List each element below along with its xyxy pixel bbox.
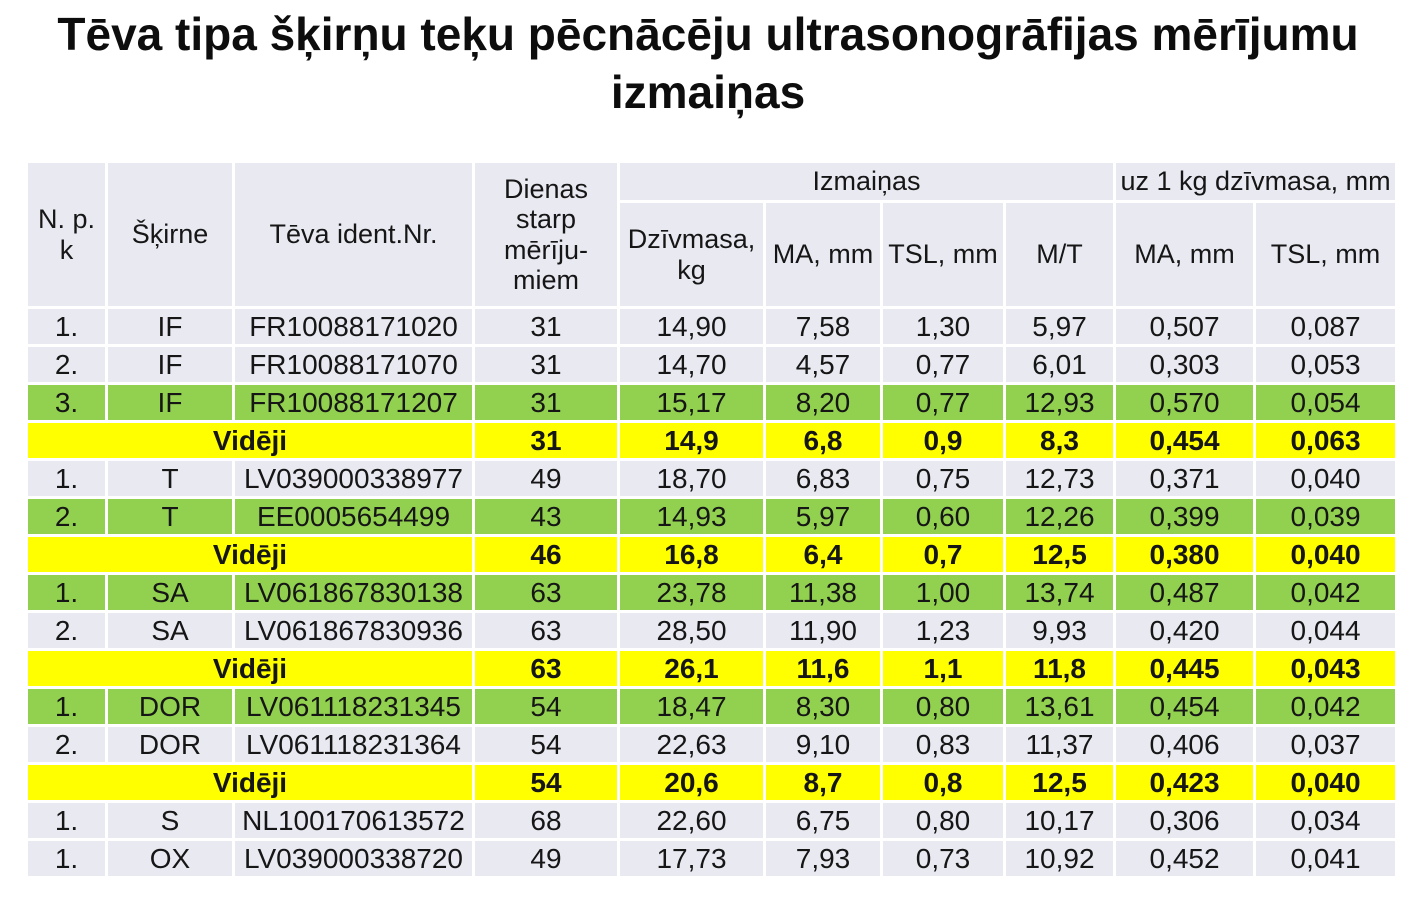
- average-value-cell: 8,3: [1005, 422, 1115, 460]
- table-cell: 12,26: [1005, 498, 1115, 536]
- table-cell: 11,90: [765, 612, 882, 650]
- header-father-id: Tēva ident.Nr.: [234, 162, 474, 308]
- table-cell: 31: [474, 346, 619, 384]
- table-cell: 0,77: [882, 384, 1005, 422]
- average-label-cell: Vidēji: [27, 764, 474, 802]
- average-value-cell: 0,9: [882, 422, 1005, 460]
- table-row: [27, 726, 1397, 764]
- table-cell: 1.: [27, 840, 107, 878]
- table-cell: 0,053: [1255, 346, 1397, 384]
- average-value-cell: 11,8: [1005, 650, 1115, 688]
- table-cell: DOR: [107, 688, 234, 726]
- table-cell: 1,30: [882, 308, 1005, 346]
- table-cell: 31: [474, 384, 619, 422]
- table-cell: OX: [107, 840, 234, 878]
- table-cell: 0,037: [1255, 726, 1397, 764]
- table-cell: 1,23: [882, 612, 1005, 650]
- table-row: [27, 498, 1397, 536]
- average-value-cell: 0,8: [882, 764, 1005, 802]
- table-cell: 49: [474, 840, 619, 878]
- average-value-cell: 31: [474, 422, 619, 460]
- table-cell: 17,73: [619, 840, 765, 878]
- table-cell: 49: [474, 460, 619, 498]
- table-cell: 18,70: [619, 460, 765, 498]
- header-tsl-mm: TSL, mm: [882, 202, 1005, 308]
- header-days-between: Dienas starp mērīju- miem: [474, 162, 619, 308]
- table-body: [27, 308, 1397, 878]
- header-tsl-mm-per-kg: TSL, mm: [1255, 202, 1397, 308]
- table-cell: IF: [107, 346, 234, 384]
- table-cell: LV039000338977: [234, 460, 474, 498]
- average-value-cell: 12,5: [1005, 536, 1115, 574]
- table-cell: 8,20: [765, 384, 882, 422]
- table-cell: 0,73: [882, 840, 1005, 878]
- table-cell: 28,50: [619, 612, 765, 650]
- table-row: [27, 346, 1397, 384]
- header-mt: M/T: [1005, 202, 1115, 308]
- table-row: [27, 384, 1397, 422]
- average-value-cell: 0,454: [1115, 422, 1255, 460]
- table-cell: 0,60: [882, 498, 1005, 536]
- average-value-cell: 20,6: [619, 764, 765, 802]
- average-value-cell: 14,9: [619, 422, 765, 460]
- table-cell: LV039000338720: [234, 840, 474, 878]
- average-value-cell: 0,7: [882, 536, 1005, 574]
- table-cell: 1.: [27, 460, 107, 498]
- page-title: Tēva tipa šķirņu teķu pēcnācēju ultrasonogrāfijas mērījumu izmaiņas: [57, 8, 1359, 118]
- table-cell: 63: [474, 612, 619, 650]
- table-cell: 0,042: [1255, 574, 1397, 612]
- table-cell: 22,63: [619, 726, 765, 764]
- measurements-table: [25, 160, 1398, 879]
- table-cell: 0,487: [1115, 574, 1255, 612]
- table-cell: 11,37: [1005, 726, 1115, 764]
- table-cell: IF: [107, 384, 234, 422]
- average-label-cell: Vidēji: [27, 422, 474, 460]
- table-cell: 2.: [27, 726, 107, 764]
- table-cell: 14,90: [619, 308, 765, 346]
- table-cell: 0,80: [882, 802, 1005, 840]
- table-cell: FR10088171207: [234, 384, 474, 422]
- table-cell: 3.: [27, 384, 107, 422]
- average-value-cell: 26,1: [619, 650, 765, 688]
- table-cell: 1.: [27, 802, 107, 840]
- table-cell: 0,454: [1115, 688, 1255, 726]
- table-cell: 54: [474, 726, 619, 764]
- table-cell: 0,303: [1115, 346, 1255, 384]
- table-cell: 9,93: [1005, 612, 1115, 650]
- average-value-cell: 0,380: [1115, 536, 1255, 574]
- average-value-cell: 54: [474, 764, 619, 802]
- table-cell: 54: [474, 688, 619, 726]
- header-breed: Šķirne: [107, 162, 234, 308]
- table-cell: 10,17: [1005, 802, 1115, 840]
- table-cell: 1,00: [882, 574, 1005, 612]
- table-cell: 2.: [27, 346, 107, 384]
- table-cell: 0,034: [1255, 802, 1397, 840]
- table-cell: 0,371: [1115, 460, 1255, 498]
- table-cell: LV061867830936: [234, 612, 474, 650]
- table-cell: 6,83: [765, 460, 882, 498]
- header-group-changes: Izmaiņas: [619, 162, 1115, 202]
- table-cell: 11,38: [765, 574, 882, 612]
- table-cell: 0,77: [882, 346, 1005, 384]
- table-cell: 12,73: [1005, 460, 1115, 498]
- table-cell: T: [107, 498, 234, 536]
- table-cell: 0,039: [1255, 498, 1397, 536]
- table-cell: 0,83: [882, 726, 1005, 764]
- table-cell: FR10088171070: [234, 346, 474, 384]
- table-cell: 18,47: [619, 688, 765, 726]
- average-value-cell: 0,040: [1255, 764, 1397, 802]
- table-cell: DOR: [107, 726, 234, 764]
- average-value-cell: 6,4: [765, 536, 882, 574]
- table-cell: 7,58: [765, 308, 882, 346]
- table-row: [27, 688, 1397, 726]
- table-cell: 8,30: [765, 688, 882, 726]
- table-cell: 0,452: [1115, 840, 1255, 878]
- header-liveweight: Dzīvmasa, kg: [619, 202, 765, 308]
- table-cell: NL100170613572: [234, 802, 474, 840]
- table-cell: 2.: [27, 612, 107, 650]
- table-cell: LV061118231364: [234, 726, 474, 764]
- table-cell: 0,306: [1115, 802, 1255, 840]
- table-cell: T: [107, 460, 234, 498]
- average-row: [27, 422, 1397, 460]
- table-cell: 68: [474, 802, 619, 840]
- table-cell: FR10088171020: [234, 308, 474, 346]
- average-row: [27, 650, 1397, 688]
- average-value-cell: 0,423: [1115, 764, 1255, 802]
- table-cell: 10,92: [1005, 840, 1115, 878]
- table-cell: 0,420: [1115, 612, 1255, 650]
- table-cell: 0,570: [1115, 384, 1255, 422]
- average-value-cell: 63: [474, 650, 619, 688]
- table-cell: 1.: [27, 574, 107, 612]
- average-value-cell: 11,6: [765, 650, 882, 688]
- table-cell: 0,044: [1255, 612, 1397, 650]
- table-cell: 0,054: [1255, 384, 1397, 422]
- average-value-cell: 0,043: [1255, 650, 1397, 688]
- table-cell: 5,97: [765, 498, 882, 536]
- header-ma-mm: MA, mm: [765, 202, 882, 308]
- average-value-cell: 0,063: [1255, 422, 1397, 460]
- average-row: [27, 536, 1397, 574]
- table-row: [27, 308, 1397, 346]
- table-cell: 14,93: [619, 498, 765, 536]
- table-cell: 13,61: [1005, 688, 1115, 726]
- table-cell: 22,60: [619, 802, 765, 840]
- table-cell: SA: [107, 574, 234, 612]
- table-cell: 0,399: [1115, 498, 1255, 536]
- table-cell: 0,406: [1115, 726, 1255, 764]
- table-cell: 6,01: [1005, 346, 1115, 384]
- table-cell: IF: [107, 308, 234, 346]
- header-group-per-kg: uz 1 kg dzīvmasa, mm: [1115, 162, 1397, 202]
- average-row: [27, 764, 1397, 802]
- table-cell: 1.: [27, 688, 107, 726]
- table-cell: 7,93: [765, 840, 882, 878]
- header-ma-mm-per-kg: MA, mm: [1115, 202, 1255, 308]
- table-cell: 13,74: [1005, 574, 1115, 612]
- table-cell: 0,040: [1255, 460, 1397, 498]
- table-cell: 4,57: [765, 346, 882, 384]
- average-value-cell: 0,445: [1115, 650, 1255, 688]
- table-cell: 63: [474, 574, 619, 612]
- table-cell: 5,97: [1005, 308, 1115, 346]
- table-row: [27, 612, 1397, 650]
- table-cell: 0,80: [882, 688, 1005, 726]
- table-cell: S: [107, 802, 234, 840]
- table-cell: 9,10: [765, 726, 882, 764]
- table-cell: 12,93: [1005, 384, 1115, 422]
- average-label-cell: Vidēji: [27, 536, 474, 574]
- average-value-cell: 12,5: [1005, 764, 1115, 802]
- table-row: [27, 574, 1397, 612]
- table-cell: SA: [107, 612, 234, 650]
- table-cell: 1.: [27, 308, 107, 346]
- average-label-cell: Vidēji: [27, 650, 474, 688]
- table-cell: 0,087: [1255, 308, 1397, 346]
- average-value-cell: 0,040: [1255, 536, 1397, 574]
- average-value-cell: 1,1: [882, 650, 1005, 688]
- table-cell: 14,70: [619, 346, 765, 384]
- table-cell: 31: [474, 308, 619, 346]
- table-cell: EE0005654499: [234, 498, 474, 536]
- table-cell: 0,75: [882, 460, 1005, 498]
- table-cell: 0,041: [1255, 840, 1397, 878]
- table-cell: 23,78: [619, 574, 765, 612]
- table-header: [27, 162, 1397, 308]
- table-cell: 0,042: [1255, 688, 1397, 726]
- average-value-cell: 16,8: [619, 536, 765, 574]
- table-cell: 2.: [27, 498, 107, 536]
- table-row: [27, 460, 1397, 498]
- table-cell: LV061118231345: [234, 688, 474, 726]
- table-row: [27, 802, 1397, 840]
- table-cell: 0,507: [1115, 308, 1255, 346]
- average-value-cell: 6,8: [765, 422, 882, 460]
- table-row: [27, 840, 1397, 878]
- table-cell: 6,75: [765, 802, 882, 840]
- table-cell: 43: [474, 498, 619, 536]
- average-value-cell: 8,7: [765, 764, 882, 802]
- table-cell: LV061867830138: [234, 574, 474, 612]
- header-npk: N. p. k: [27, 162, 107, 308]
- table-cell: 15,17: [619, 384, 765, 422]
- average-value-cell: 46: [474, 536, 619, 574]
